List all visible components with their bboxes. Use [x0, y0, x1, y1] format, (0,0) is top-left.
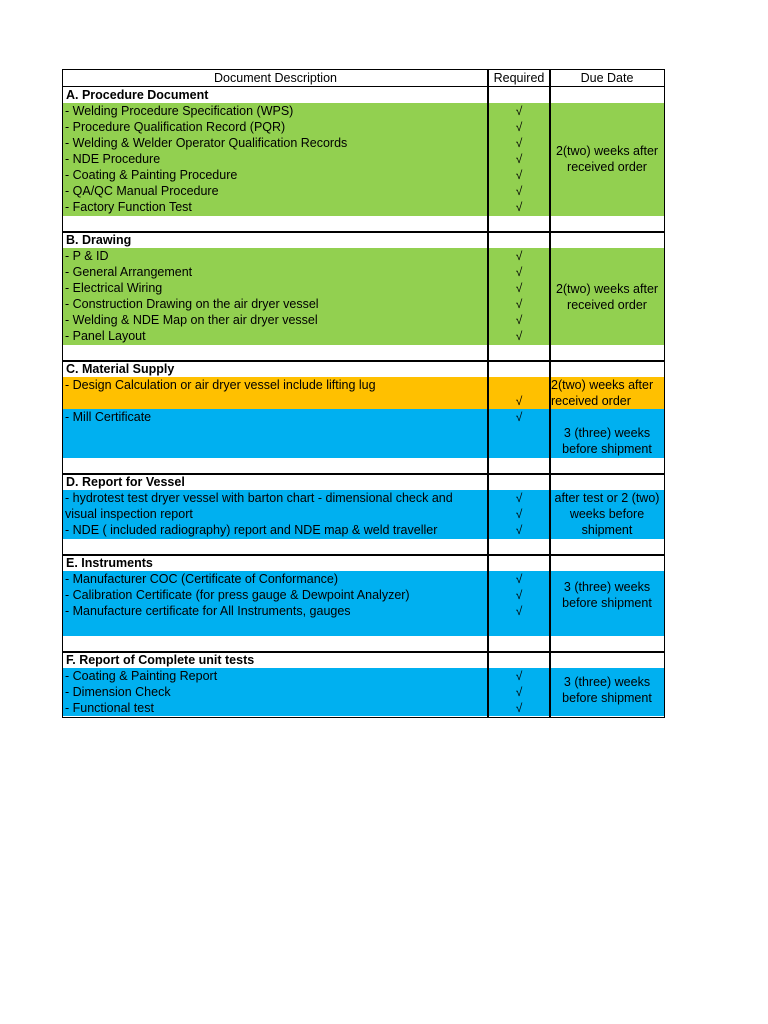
check-mark: √ [515, 394, 523, 408]
due-date-line: after test or 2 (two) [554, 491, 660, 505]
list-item: - Welding Procedure Specification (WPS) [65, 104, 294, 118]
check-mark: √ [515, 685, 523, 699]
check-mark: √ [515, 313, 523, 327]
due-date-line: weeks before [569, 507, 645, 521]
check-mark: √ [515, 120, 523, 134]
due-date-cell [550, 248, 664, 345]
list-item: - Welding & NDE Map on ther air dryer vessel [65, 313, 318, 327]
due-date-line: 3 (three) weeks [563, 580, 651, 594]
check-mark: √ [515, 701, 523, 715]
section-e-items [63, 571, 664, 636]
check-mark: √ [515, 249, 523, 263]
list-item: - Functional test [65, 701, 154, 715]
check-mark: √ [515, 281, 523, 295]
list-item: - QA/QC Manual Procedure [65, 184, 219, 198]
check-mark: √ [515, 507, 523, 521]
list-item: - Panel Layout [65, 329, 146, 343]
list-item: - hydrotest test dryer vessel with barton chart - dimensional check and [65, 491, 453, 505]
due-date-line: 2(two) weeks after [555, 282, 659, 296]
header-description: Document Description [214, 71, 337, 85]
list-item: - Dimension Check [65, 685, 171, 699]
due-date-line: received order [551, 394, 631, 408]
section-a-title-row [63, 87, 664, 103]
check-mark: √ [515, 104, 523, 118]
due-date-line: before shipment [562, 691, 652, 705]
section-e-title-row [63, 555, 664, 571]
due-date-line: before shipment [562, 596, 652, 610]
due-date-cell [550, 571, 664, 636]
list-item: - Electrical Wiring [65, 281, 163, 295]
check-mark: √ [515, 329, 523, 343]
list-item: - General Arrangement [65, 265, 193, 279]
check-mark: √ [515, 669, 523, 683]
check-mark: √ [515, 491, 523, 505]
due-date-cell [550, 668, 664, 716]
header-due-date: Due Date [580, 71, 634, 85]
list-item: - Design Calculation or air dryer vessel include lifting lug [65, 378, 376, 392]
section-divider [63, 651, 664, 653]
check-mark: √ [515, 168, 523, 182]
check-mark: √ [515, 200, 523, 214]
section-divider [63, 554, 664, 556]
list-item: - Coating & Painting Procedure [65, 168, 238, 182]
list-item: - NDE Procedure [65, 152, 161, 166]
list-item: - Construction Drawing on the air dryer vessel [65, 297, 319, 311]
section-title: B. Drawing [66, 233, 132, 247]
check-mark: √ [515, 588, 523, 602]
list-item: - Factory Function Test [65, 200, 192, 214]
section-divider [63, 360, 664, 362]
due-date-line: 3 (three) weeks [563, 426, 651, 440]
section-d-title-row [63, 474, 664, 490]
list-item: - Mill Certificate [65, 410, 152, 424]
list-item: - Manufacture certificate for All Instruments, gauges [65, 604, 351, 618]
column-divider [549, 70, 551, 717]
check-mark: √ [515, 184, 523, 198]
due-date-line: 2(two) weeks after [555, 144, 659, 158]
section-title: E. Instruments [66, 556, 153, 570]
section-c-orange-row [63, 377, 664, 409]
due-date-line: 3 (three) weeks [563, 675, 651, 689]
due-date-line: received order [567, 160, 647, 174]
section-title: C. Material Supply [66, 362, 175, 376]
due-date-cell [550, 377, 664, 409]
section-f-title-row [63, 652, 664, 668]
check-mark: √ [515, 410, 523, 424]
table-header-row [63, 70, 664, 86]
due-date-line: received order [567, 298, 647, 312]
due-date-cell [550, 409, 664, 458]
list-item: - Coating & Painting Report [65, 669, 218, 683]
list-item: - Manufacturer COC (Certificate of Conformance) [65, 572, 339, 586]
list-item: - NDE ( included radiography) report and NDE map & weld traveller [65, 523, 438, 537]
section-c-title-row [63, 361, 664, 377]
list-item: visual inspection report [65, 507, 193, 521]
document-requirements-table [62, 69, 665, 718]
list-item: - P & ID [65, 249, 109, 263]
list-item: - Procedure Qualification Record (PQR) [65, 120, 286, 134]
section-title: D. Report for Vessel [66, 475, 185, 489]
row-divider [63, 86, 664, 87]
due-date-line: shipment [581, 523, 633, 537]
due-date-line: 2(two) weeks after [551, 378, 654, 392]
due-date-cell [550, 103, 664, 216]
list-item: - Calibration Certificate (for press gauge & Dewpoint Analyzer) [65, 588, 410, 602]
header-required: Required [493, 71, 545, 85]
check-mark: √ [515, 523, 523, 537]
section-c-blue-row [63, 409, 664, 458]
section-b-items [63, 248, 664, 345]
section-d-items [63, 490, 664, 539]
due-date-cell [550, 490, 664, 539]
section-f-items [63, 668, 664, 716]
section-title: F. Report of Complete unit tests [66, 653, 255, 667]
check-mark: √ [515, 136, 523, 150]
due-date-line: before shipment [562, 442, 652, 456]
check-mark: √ [515, 265, 523, 279]
check-mark: √ [515, 297, 523, 311]
check-mark: √ [515, 572, 523, 586]
section-a-items [63, 103, 664, 216]
column-divider [487, 70, 489, 717]
section-divider [63, 473, 664, 475]
section-b-title-row [63, 232, 664, 248]
list-item: - Welding & Welder Operator Qualification Records [65, 136, 348, 150]
section-divider [63, 231, 664, 233]
section-title: A. Procedure Document [66, 88, 209, 102]
check-mark: √ [515, 604, 523, 618]
check-mark: √ [515, 152, 523, 166]
